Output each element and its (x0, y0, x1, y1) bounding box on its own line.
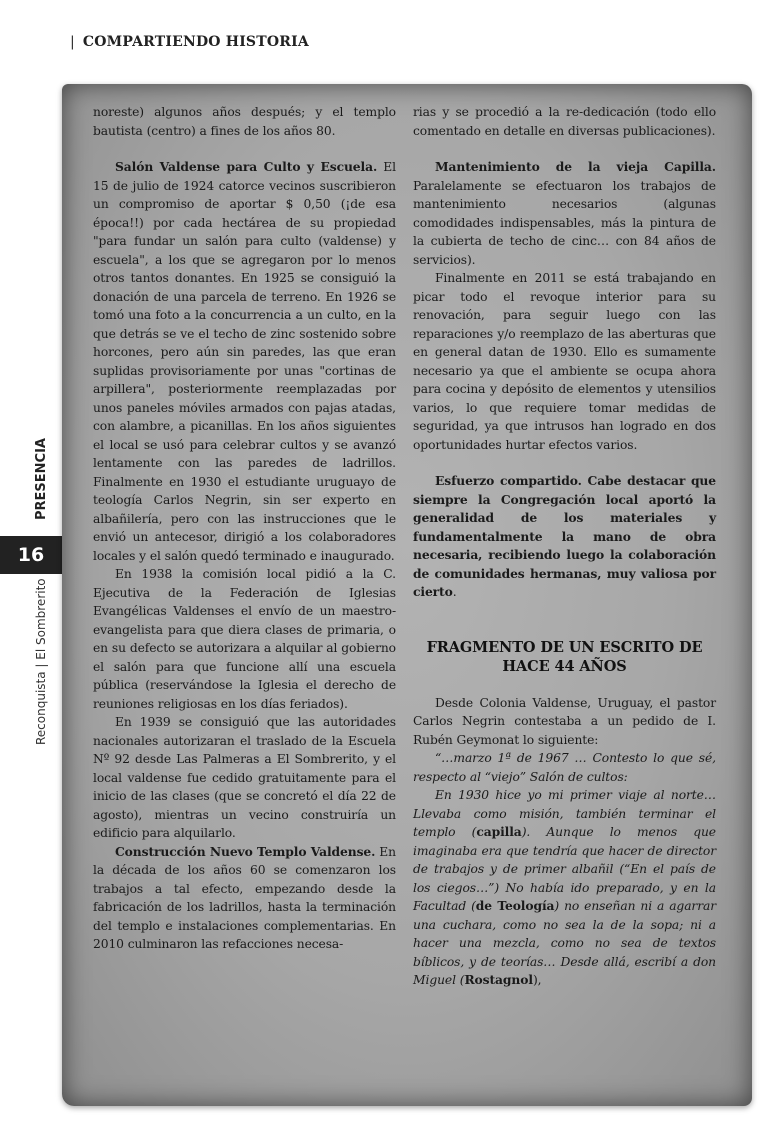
paragraph-salon (93, 158, 396, 565)
fragment-heading: FRAGMENTO DE UN ESCRITO DE HACE 44 AÑOS (426, 638, 703, 675)
sidebar-section-label: PRESENCIA (34, 438, 49, 520)
quote-2b: ). Aunque lo menos que imaginaba era que tendría que hacer de director de trabajos y de primer albañil (“En el país de los ciegos…”) No había ido preparado, y en la Facultad ( (413, 825, 716, 913)
quote-bold-teologia: de Teología (475, 898, 555, 913)
quote-bold-rostagnol: Rostagnol (464, 972, 533, 987)
paragraph-1938: En 1938 la comisión local pidió a la C. Ejecutiva de la Federación de Iglesias Evangélicas Valdenses el envío de un maestro-evangelista para que diera clases de primaria, o en su defecto se autorizara a alquilar al gobierno el salón para que funcione allí una escuela pública (reservándose la Iglesia el derecho de reuniones religiosas en los días feriados). (93, 567, 396, 711)
salon-subtitle: Salón Valdense para Culto y Escuela. (115, 159, 378, 174)
paragraph-intro: noreste) algunos años después; y el templo bautista (centro) a fines de los años 80. (93, 105, 396, 138)
sidebar-location-label: Reconquista | El Sombrerito (34, 578, 48, 745)
article-left-column (93, 103, 396, 954)
quote-1-text: “…marzo 1ª de 1967 … Contesto lo que sé, respecto al “viejo” Salón de cultos: (413, 751, 716, 784)
quote-line-1 (413, 749, 716, 786)
quote-2a: En 1930 hice yo mi primer viaje al norte… Llevaba como misión, también terminar el templo ( (413, 788, 716, 839)
article-right-column (413, 103, 716, 990)
construccion-text: En la década de los años 60 se comenzaron los trabajos a tal efecto, empezando desde la fabricación de los ladrillos, hasta la terminación del templo e instalaciones complementarias. En 2010 culminaron las refacciones necesa- (93, 844, 396, 951)
quote-2d: ), (532, 973, 542, 987)
mantenimiento-text: Paralelamente se efectuaron los trabajos de mantenimiento necesarios (algunas comodidades indispensables, más la pintura de la cubierta de techo de cinc… con 84 años de servicios). (413, 178, 716, 267)
paragraph-continuation: rias y se procedió a la re-dedicación (todo ello comentado en detalle en diversas publicaciones). (413, 105, 716, 138)
quote-paragraph (413, 786, 716, 990)
paragraph-1939: En 1939 se consiguió que las autoridades nacionales autorizaran el traslado de la Escuela Nº 92 desde Las Palmeras a El Sombrerito, y el local valdense fue cedido gratuitamente para el inicio de las clases (que se concretó el día 22 de agosto), mientras un vecino construiría un edificio para alquilarlo. (93, 715, 396, 840)
quote-2c: ) no enseñan ni a agarrar una cuchara, como no sea la de la sopa; ni a hacer una mezcla, como no sea de textos bíblicos, y de teorías… Desde allá, escribí a don Miguel ( (413, 899, 716, 987)
paragraph-2011: Finalmente en 2011 se está trabajando en picar todo el revoque interior para su renovación, para seguir luego con las reparaciones y/o reemplazo de las aberturas que en general datan de 1930. Ello es sumamente necesario ya que el ambiente se ocupa ahora para cocina y depósito de elementos y utensilios varios, lo que requiere tomar medidas de seguridad, ya que intrusos han logrado en dos oportunidades hurtar efectos varios. (413, 271, 716, 452)
header-separator: | (70, 34, 75, 50)
mantenimiento-subtitle: Mantenimiento de la vieja Capilla. (435, 159, 716, 174)
paragraph-mantenimiento (413, 158, 716, 269)
construccion-subtitle: Construcción Nuevo Templo Valdense. (115, 843, 376, 859)
paragraph-construccion (93, 843, 396, 954)
paragraph-desde: Desde Colonia Valdense, Uruguay, el pastor Carlos Negrin contestaba a un pedido de I. Rubén Geymonat lo siguiente: (413, 695, 716, 747)
section-title: COMPARTIENDO HISTORIA (82, 34, 309, 50)
esfuerzo-text: Esfuerzo compartido. Cabe destacar que siempre la Congregación local aportó la generalidad de los materiales y fundamentalmente la mano de obra necesaria, recibiendo luego la colaboración de comunidades hermanas, muy valiosa por cierto (413, 473, 716, 599)
esfuerzo-end: . (452, 585, 457, 599)
salon-text: El 15 de julio de 1924 catorce vecinos suscribieron un compromiso de aportar $ 0,50 (¡de esa época!!) por cada hectárea de su propiedad "para fundar un salón para culto (valdense) y escuela", a los que se agregaron por lo menos otros tantos donantes. En 1925 se consiguió la donación de una parcela de terreno. En 1926 se tomó una foto a la concurrencia a un culto, en la que detrás se ve el techo de zinc sostenido sobre horcones, pero aún sin paredes, las que eran suplidas provisoriamente por unas "cortinas de arpillera", posteriormente reemplazadas por unos paneles móviles armados con pajas atadas, con alambre, a picanillas. En los años siguientes el local se usó para celebrar cultos y se avanzó lentamente con las paredes de ladrillos. Finalmente en 1930 el estudiante uruguayo de teología Carlos Negrin, sin ser experto en albañilería, pero con las instrucciones que le envió un antecesor, dirigió a los colaboradores locales y el salón quedó terminado e inaugurado. (93, 160, 396, 563)
running-header (70, 34, 309, 50)
page-number-badge: 16 (0, 536, 62, 574)
quote-bold-capilla: capilla (476, 824, 522, 839)
paragraph-esfuerzo (413, 472, 716, 602)
